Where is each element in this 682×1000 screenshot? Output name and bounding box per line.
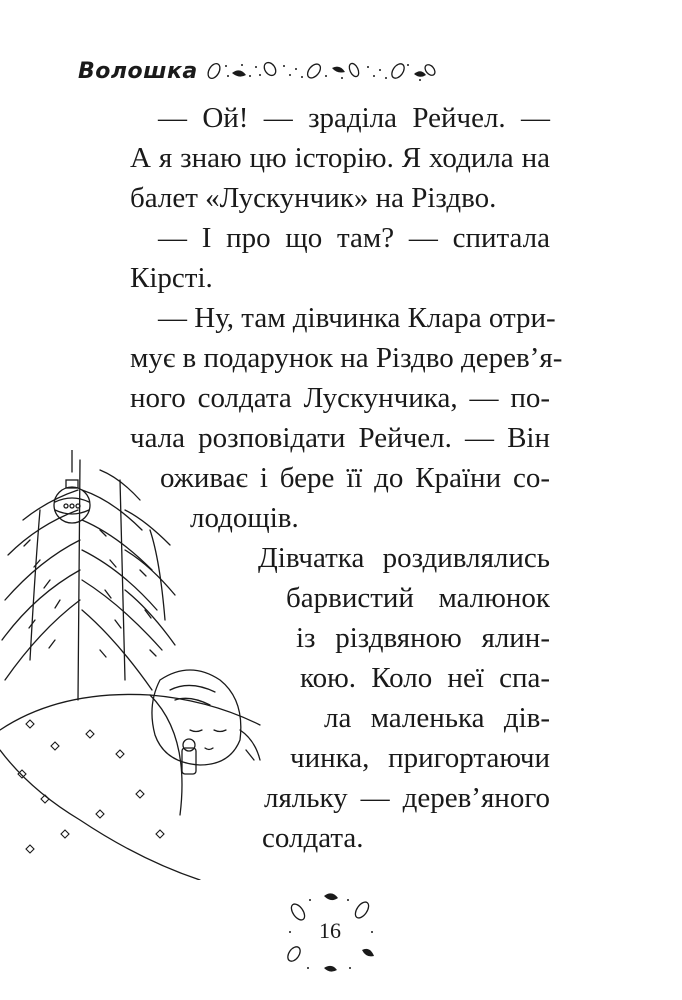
christmas-tree-sleeping-girl-illustration [0, 450, 290, 880]
text-line: ляльку — дерев’яного [264, 782, 550, 814]
text-line: Кірсті. [130, 262, 213, 294]
text-line: солдата. [262, 822, 364, 854]
text-line: чинка, пригортаючи [290, 742, 550, 774]
text-line: Дівчатка роздивлялись [258, 542, 550, 574]
text-line: — Ну, там дівчинка Клара отри- [158, 302, 556, 334]
page-number-badge [270, 888, 390, 978]
text-line: ла маленька дів- [324, 702, 550, 734]
page-number: 16 [319, 918, 341, 943]
running-head [78, 56, 442, 86]
text-line: чала розповідати Рейчел. — Він [130, 422, 550, 454]
text-line: А я знаю цю історію. Я ходила на [130, 142, 550, 174]
text-line: із різдвяною ялин- [296, 622, 550, 654]
text-line: — І про що там? — спитала [158, 222, 550, 254]
text-line: лодощів. [190, 502, 299, 534]
text-line: — Ой! — зраділа Рейчел. — [158, 102, 550, 134]
text-line: ного солдата Лускунчика, — по- [130, 382, 550, 414]
text-line: мує в подарунок на Різдво дерев’я- [130, 342, 563, 374]
leaf-ornament-icon [202, 56, 442, 86]
text-line: балет «Лускунчик» на Різдво. [130, 182, 497, 214]
text-line: кою. Коло неї спа- [300, 662, 550, 694]
text-line: оживає і бере її до Країни со- [160, 462, 550, 494]
text-line: барвистий малюнок [286, 582, 550, 614]
running-head-title: Волошка [78, 58, 198, 84]
